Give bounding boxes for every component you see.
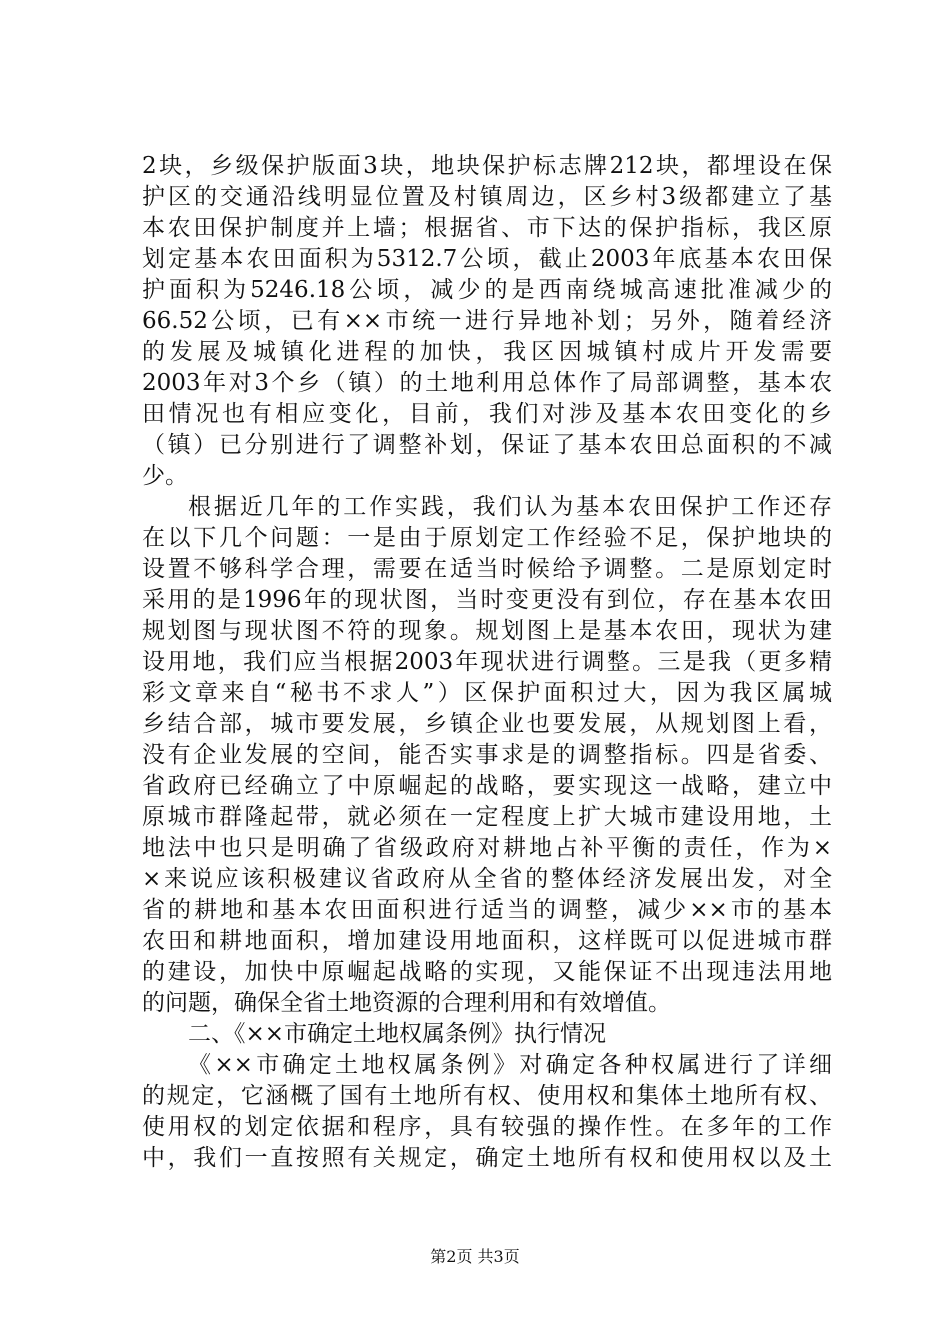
- text-line: 省的耕地和基本农田面积进行适当的调整，减少××市的基本: [142, 897, 832, 923]
- text-line: 护面积为5246.18公顷，减少的是西南绕城高速批准减少的: [142, 277, 832, 303]
- text-line: 的问题，确保全省土地资源的合理利用和有效增值。: [142, 990, 671, 1016]
- text-line: 66.52公顷，已有××市统一进行异地补划；另外，随着经济: [142, 308, 832, 334]
- text-line: 划定基本农田面积为5312.7公顷，截止2003年底基本农田保: [142, 246, 832, 272]
- text-line: 在以下几个问题：一是由于原划定工作经验不足，保护地块的: [142, 525, 832, 551]
- text-line: 2003年对3个乡（镇）的土地利用总体作了局部调整，基本农: [142, 370, 832, 396]
- text-line: 原城市群隆起带，就必须在一定程度上扩大城市建设用地，土: [142, 804, 832, 830]
- text-line: 设用地，我们应当根据2003年现状进行调整。三是我（更多精: [142, 649, 832, 675]
- document-body: [142, 151, 832, 1174]
- text-line: 地法中也只是明确了省级政府对耕地占补平衡的责任，作为×: [142, 835, 832, 861]
- text-line: 省政府已经确立了中原崛起的战略，要实现这一战略，建立中: [142, 773, 832, 799]
- paragraph-1: [142, 151, 832, 492]
- text-line: 《××市确定土地权属条例》对确定各种权属进行了详细: [188, 1052, 832, 1078]
- paragraph-3: [142, 1050, 832, 1174]
- text-line: 根据近几年的工作实践，我们认为基本农田保护工作还存: [188, 494, 832, 520]
- text-line: 护区的交通沿线明显位置及村镇周边，区乡村3级都建立了基: [142, 184, 832, 210]
- text-line: 采用的是1996年的现状图，当时变更没有到位，存在基本农田: [142, 587, 832, 613]
- text-line: 没有企业发展的空间，能否实事求是的调整指标。四是省委、: [142, 742, 832, 768]
- text-line: 本农田保护制度并上墙；根据省、市下达的保护指标，我区原: [142, 215, 832, 241]
- text-line: 少。: [142, 463, 188, 489]
- text-line: 的发展及城镇化进程的加快，我区因城镇村成片开发需要: [142, 339, 832, 365]
- text-line: 农田和耕地面积，增加建设用地面积，这样既可以促进城市群: [142, 928, 832, 954]
- text-line: 彩文章来自“秘书不求人”）区保护面积过大，因为我区属城: [142, 680, 832, 706]
- text-line: 的规定，它涵概了国有土地所有权、使用权和集体土地所有权、: [142, 1083, 832, 1109]
- text-line: 规划图与现状图不符的现象。规划图上是基本农田，现状为建: [142, 618, 832, 644]
- text-line: 田情况也有相应变化，目前，我们对涉及基本农田变化的乡: [142, 401, 832, 427]
- section-heading: 二、《××市确定土地权属条例》执行情况: [188, 1021, 607, 1047]
- paragraph-2: [142, 492, 832, 1019]
- text-line: （镇）已分别进行了调整补划，保证了基本农田总面积的不减: [142, 432, 832, 458]
- text-line: 使用权的划定依据和程序，具有较强的操作性。在多年的工作: [142, 1114, 832, 1140]
- text-line: ×来说应该积极建议省政府从全省的整体经济发展出发，对全: [142, 866, 832, 892]
- text-line: 的建设，加快中原崛起战略的实现，又能保证不出现违法用地: [142, 959, 832, 985]
- text-line: 乡结合部，城市要发展，乡镇企业也要发展，从规划图上看，: [142, 711, 832, 737]
- text-line: 设置不够科学合理，需要在适当时候给予调整。二是原划定时: [142, 556, 832, 582]
- page-number-label: 第2页 共3页: [430, 1247, 520, 1266]
- page-footer: [0, 1244, 950, 1267]
- text-line: 中，我们一直按照有关规定，确定土地所有权和使用权以及土: [142, 1145, 832, 1171]
- text-line: 2块，乡级保护版面3块，地块保护标志牌212块，都埋设在保: [142, 153, 832, 179]
